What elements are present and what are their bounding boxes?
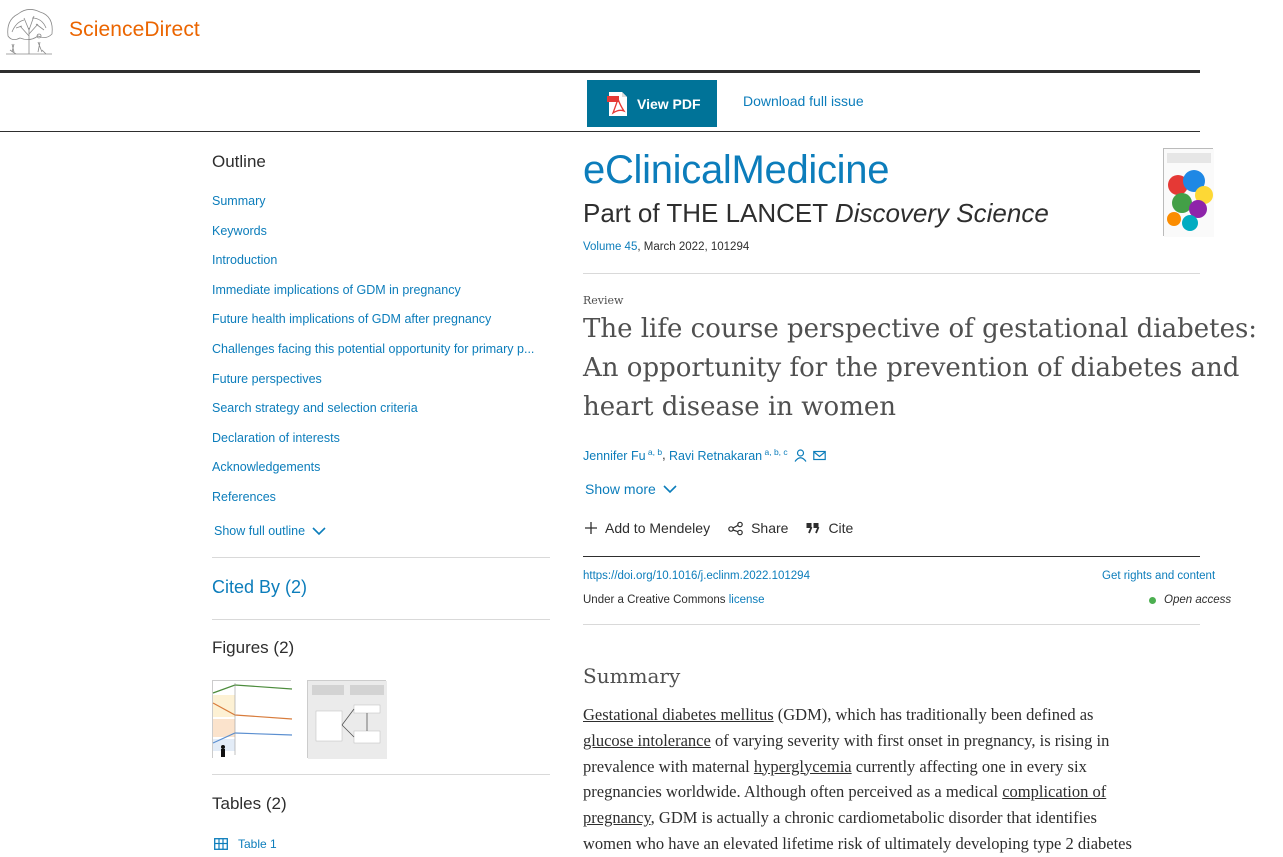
author-list: Jennifer Fu $^{a, b}$ , Ravi Retnakaran $^{a, b, c}$ [583, 447, 826, 463]
rights-link[interactable]: Get rights and content [1102, 570, 1216, 582]
doi-link[interactable]: https://doi.org/10.1016/j.eclinm.2022.101294 [583, 570, 810, 582]
table-icon [214, 838, 228, 850]
download-full-issue-link[interactable]: Download full issue [743, 93, 864, 109]
outline-item[interactable]: Keywords [212, 223, 267, 238]
show-full-outline-label: Show full outline [214, 524, 306, 538]
cite-button[interactable] [806, 520, 853, 536]
license-prefix: Under a Creative Commons [583, 594, 729, 606]
cited-by-link[interactable]: Cited By (2) [212, 577, 308, 597]
cite-label: Cite [828, 520, 854, 536]
article-toolbar [0, 73, 1200, 132]
envelope-icon[interactable] [813, 449, 826, 462]
show-more-label: Show more [585, 481, 656, 497]
article-actions [585, 520, 871, 536]
summary-text: (GDM), which has traditionally been defined as [773, 705, 1094, 724]
outline-item[interactable]: Immediate implications of GDM in pregnancy [212, 282, 461, 297]
summary-line [583, 754, 1283, 780]
figures-heading: Figures (2) [212, 638, 295, 657]
sidebar-divider [212, 619, 550, 620]
share-icon [728, 522, 743, 535]
pdf-file-icon [607, 91, 629, 117]
license-link[interactable]: license [728, 594, 765, 606]
outline-item[interactable]: References [212, 489, 276, 504]
outline-item[interactable]: Future perspectives [212, 371, 322, 386]
article-divider [583, 624, 1200, 625]
sidebar-divider [212, 774, 550, 775]
term-link[interactable]: Gestational diabetes mellitus [583, 705, 774, 724]
outline-list [212, 194, 552, 520]
open-access-dot-icon [1149, 597, 1156, 604]
summary-text: currently affecting one in every six [851, 756, 1087, 776]
figure-thumbnail-1[interactable] [212, 680, 291, 758]
open-access-label: Open access [1164, 594, 1232, 606]
figure-2-preview-icon [308, 681, 387, 759]
license-info [583, 594, 765, 606]
elsevier-tree-icon[interactable] [2, 6, 56, 56]
person-icon[interactable] [794, 449, 807, 462]
term-link[interactable]: hyperglycemia [753, 756, 852, 776]
article-main [583, 132, 1258, 853]
summary-line [583, 702, 1283, 728]
summary-text: pregnancies worldwide. Although often perceived as a medical [583, 782, 1003, 802]
journal-title-link[interactable]: eClinicalMedicine [583, 148, 890, 192]
summary-line [583, 831, 1283, 857]
site-header [0, 0, 1200, 70]
article-title-line: The life course perspective of gestational diabetes: [583, 314, 1258, 344]
outline-item[interactable]: Future health implications of GDM after pregnancy [212, 312, 492, 327]
quote-icon [806, 522, 820, 534]
outline-item[interactable]: Search strategy and selection criteria [212, 401, 418, 416]
author-link[interactable]: Ravi Retnakaran $^{a, b, c}$ [669, 447, 788, 464]
chevron-down-icon [663, 484, 677, 494]
add-to-mendeley-button[interactable] [585, 520, 710, 536]
sidebar-divider [212, 557, 550, 558]
article-title [583, 310, 1283, 427]
open-access-badge [1149, 594, 1231, 606]
journal-subtitle-suffix: Discovery Science [834, 198, 1049, 228]
figure-1-preview-icon [213, 681, 292, 759]
table-link-1[interactable] [214, 837, 277, 851]
summary-paragraph [583, 702, 1283, 857]
share-button[interactable] [728, 520, 788, 536]
add-to-mendeley-label: Add to Mendeley [605, 520, 711, 536]
summary-text: women who have an elevated lifetime risk of ultimately developing type 2 diabetes [583, 833, 1132, 853]
summary-line [583, 779, 1283, 805]
figure-thumbnail-2[interactable] [307, 680, 386, 758]
article-meta-divider [583, 556, 1200, 557]
outline-heading: Outline [212, 152, 266, 171]
article-title-line: heart disease in women [583, 392, 896, 422]
journal-subtitle [583, 198, 1049, 229]
author-link[interactable]: Jennifer Fu $^{a, b}$ [583, 447, 663, 464]
outline-item[interactable]: Challenges facing this potential opportunity for primary p... [212, 341, 535, 356]
chevron-down-icon [312, 526, 326, 536]
journal-cover-icon [1164, 149, 1214, 237]
outline-item[interactable]: Introduction [212, 253, 278, 268]
article-type-label: Review [583, 294, 624, 307]
journal-cover-image[interactable] [1163, 148, 1213, 236]
volume-date: , March 2022, 101294 [637, 241, 750, 253]
show-full-outline-button[interactable] [214, 524, 326, 538]
plus-icon [585, 522, 597, 534]
brand-name[interactable]: ScienceDirect [69, 18, 200, 41]
outline-item[interactable]: Acknowledgements [212, 460, 321, 475]
summary-text: of varying severity with first onset in pregnancy, is rising in [710, 730, 1110, 750]
table-link-label: Table 1 [238, 837, 277, 851]
summary-text: prevalence with maternal [583, 756, 754, 776]
summary-heading: Summary [583, 664, 681, 688]
volume-link[interactable]: Volume 45 [583, 241, 638, 253]
term-link[interactable]: glucose intolerance [583, 730, 711, 750]
view-pdf-button[interactable] [587, 80, 717, 127]
show-more-button[interactable] [585, 481, 677, 497]
outline-item[interactable]: Declaration of interests [212, 430, 340, 445]
term-link[interactable]: pregnancy [583, 808, 651, 828]
share-label: Share [751, 520, 789, 536]
summary-line [583, 805, 1283, 831]
term-link[interactable]: complication of [1002, 782, 1107, 802]
summary-text: , GDM is actually a chronic cardiometabolic disorder that identifies [650, 808, 1097, 828]
summary-line [583, 728, 1283, 754]
outline-item[interactable]: Summary [212, 194, 266, 208]
journal-subtitle-prefix: Part of THE LANCET [583, 198, 828, 228]
volume-info [583, 241, 749, 253]
tables-heading: Tables (2) [212, 794, 287, 813]
article-title-line: An opportunity for the prevention of diabetes and [583, 353, 1240, 383]
view-pdf-label: View PDF [637, 95, 701, 112]
article-divider [583, 273, 1200, 274]
